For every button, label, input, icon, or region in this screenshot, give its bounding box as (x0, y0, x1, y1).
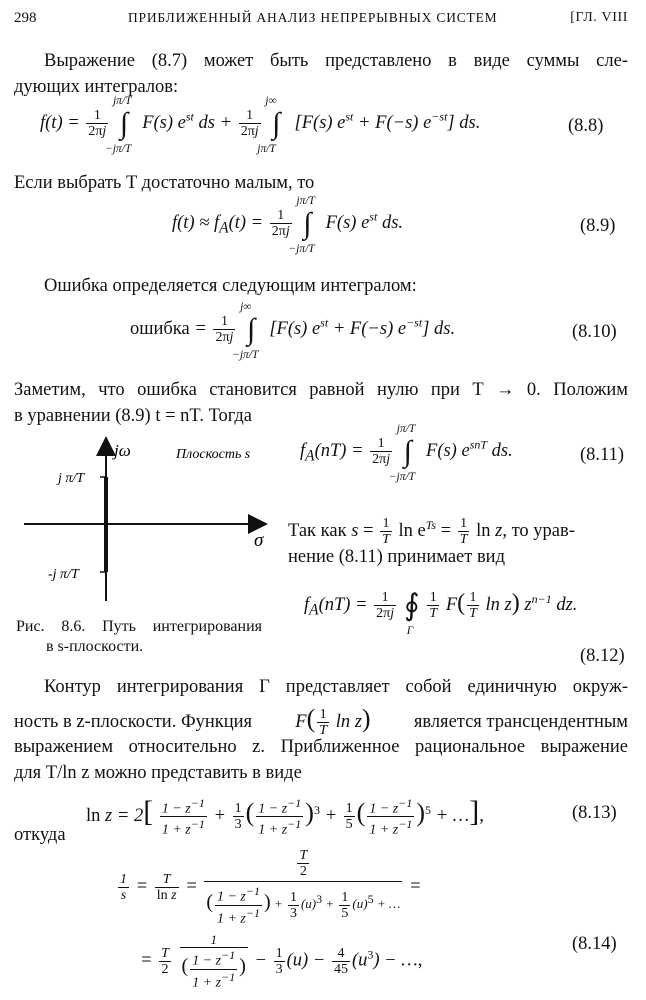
equation-number-8-8: (8.8) (568, 116, 604, 136)
paragraph-6-line-4: для T/ln z можно представить в виде (14, 763, 302, 783)
equation-8-14-line-2: = $\frac{T}{2}$ 1 ( $\frac{1 - z^{-1}}{1 + z^{-1}}$ ) − $\frac{1}{3}$ (u) − $\frac{4}{45}$ $(u^3)$ − …, (140, 932, 423, 991)
error-word: ошибка (130, 318, 190, 339)
tick-label-top: j π/T (58, 471, 85, 486)
paragraph-1-line-2: дующих интегралов: (14, 77, 179, 97)
equation-8-9: $f(t) \approx f_A(t)$ = $\frac{1}{2\pi j}$ ∫ jπ/T −jπ/T F(s) $e^{st}$ ds. (172, 194, 404, 255)
axis-label-jw: jω (114, 441, 131, 460)
equation-number-8-9: (8.9) (580, 216, 616, 236)
paragraph-5-line-1: Так как s = $\frac{1}{T}$ $\ln e^{Ts}$ = $\frac{1}{T}$ ln z, то урав- (288, 516, 575, 548)
paragraph-5-line-2: нение (8.11) принимает вид (288, 547, 505, 567)
running-title: ПРИБЛИЖЕННЫЙ АНАЛИЗ НЕПРЕРЫВНЫХ СИСТЕМ (128, 10, 498, 25)
caption-line-2: в s-плоскости. (46, 638, 144, 655)
paragraph-6-line-1: Контур интегрирования Г представляет собой единичную окруж- (44, 677, 628, 697)
figure-s-plane (16, 436, 284, 616)
paragraph-6-line-2: ность в z-плоскости. Функция F( $\frac{1}{T}$ ln z) является трансцендентным (14, 704, 628, 739)
page-number: 298 (14, 10, 37, 26)
equation-8-12: $f_A(nT)$ = $\frac{1}{2\pi j}$ ∮ Г $\frac{1}{T}$ F( $\frac{1}{T}$ ln z) $z^{n-1}$ dz. (304, 588, 578, 637)
figure-caption (16, 617, 262, 657)
paragraph-7: откуда (14, 825, 66, 845)
equation-number-8-11: (8.11) (580, 445, 625, 465)
paragraph-2: Если выбрать T достаточно малым, то (14, 173, 315, 193)
tick-label-bottom: -j π/T (48, 567, 79, 582)
equation-number-8-14: (8.14) (572, 934, 617, 954)
chapter-label: [ГЛ. VIII (570, 10, 628, 25)
p5-text-a: Так как (288, 521, 347, 542)
equation-number-8-12: (8.12) (580, 646, 625, 666)
p6-text-b: является трансцендентным (413, 712, 628, 733)
plane-label: Плоскость s (176, 447, 251, 462)
paragraph-6-line-3: выражением относительно z. Приближенное рациональное выражение (14, 737, 628, 757)
paragraph-4-line-1: Заметим, что ошибка становится равной нулю при T → 0. Положим (14, 380, 628, 400)
p5-text-b: , то урав- (502, 521, 575, 542)
caption-line-1: Рис. 8.6. Путь интегрирования (16, 618, 262, 635)
p6-text-a: ность в z-плоскости. Функция (14, 712, 253, 733)
equation-8-10: ошибка = $\frac{1}{2\pi j}$ ∫ j∞ −jπ/T [F(s) $e^{st} + F(-s)$ $e^{-st}$] ds. (130, 300, 456, 361)
equation-8-14-line-1: $\frac{1}{s}$ = $\frac{T}{\text{ln z}}$ = $\frac{T}{2}$ ( $\frac{1 - z^{-1}}{1 + z^{-1}}$ ) + $\frac{1}{3}$ $(u)^3$ + $\frac{1}{5}$ $(u)^5$ + … = (120, 848, 422, 927)
equation-number-8-13: (8.13) (572, 803, 617, 823)
equation-8-13: ln z = 2[ $\frac{1 - z^{-1}}{1 + z^{-1}}$ + $\frac{1}{3}$ ( $\frac{1 - z^{-1}}{1 + z^{-1}}$ )$^3$ + $\frac{1}{5}$ ( $\frac{1 - z^{-1}}{1 + z^{-1}}$ )$^5$ + …], (86, 795, 484, 838)
equation-number-8-10: (8.10) (572, 322, 617, 342)
paragraph-1-line-1: Выражение (8.7) может быть представлено в виде суммы сле- (44, 51, 628, 71)
equation-8-8: f(t) = $\frac{1}{2\pi j}$ ∫ jπ/T −jπ/T F(s) $e^{st}$ ds + $\frac{1}{2\pi j}$ ∫ j∞ jπ/T [F(s) $e^{st} + F(-s)$ $e^{-st}$] ds. (40, 94, 481, 155)
axis-label-sigma: σ (254, 530, 264, 551)
paragraph-3: Ошибка определяется следующим интегралом: (44, 276, 417, 296)
paragraph-4-line-2: в уравнении (8.9) t = nT. Тогда (14, 406, 253, 426)
equation-8-11: $f_A(nT)$ = $\frac{1}{2\pi j}$ ∫ jπ/T −jπ/T F(s) $e^{snT}$ ds. (300, 422, 513, 483)
